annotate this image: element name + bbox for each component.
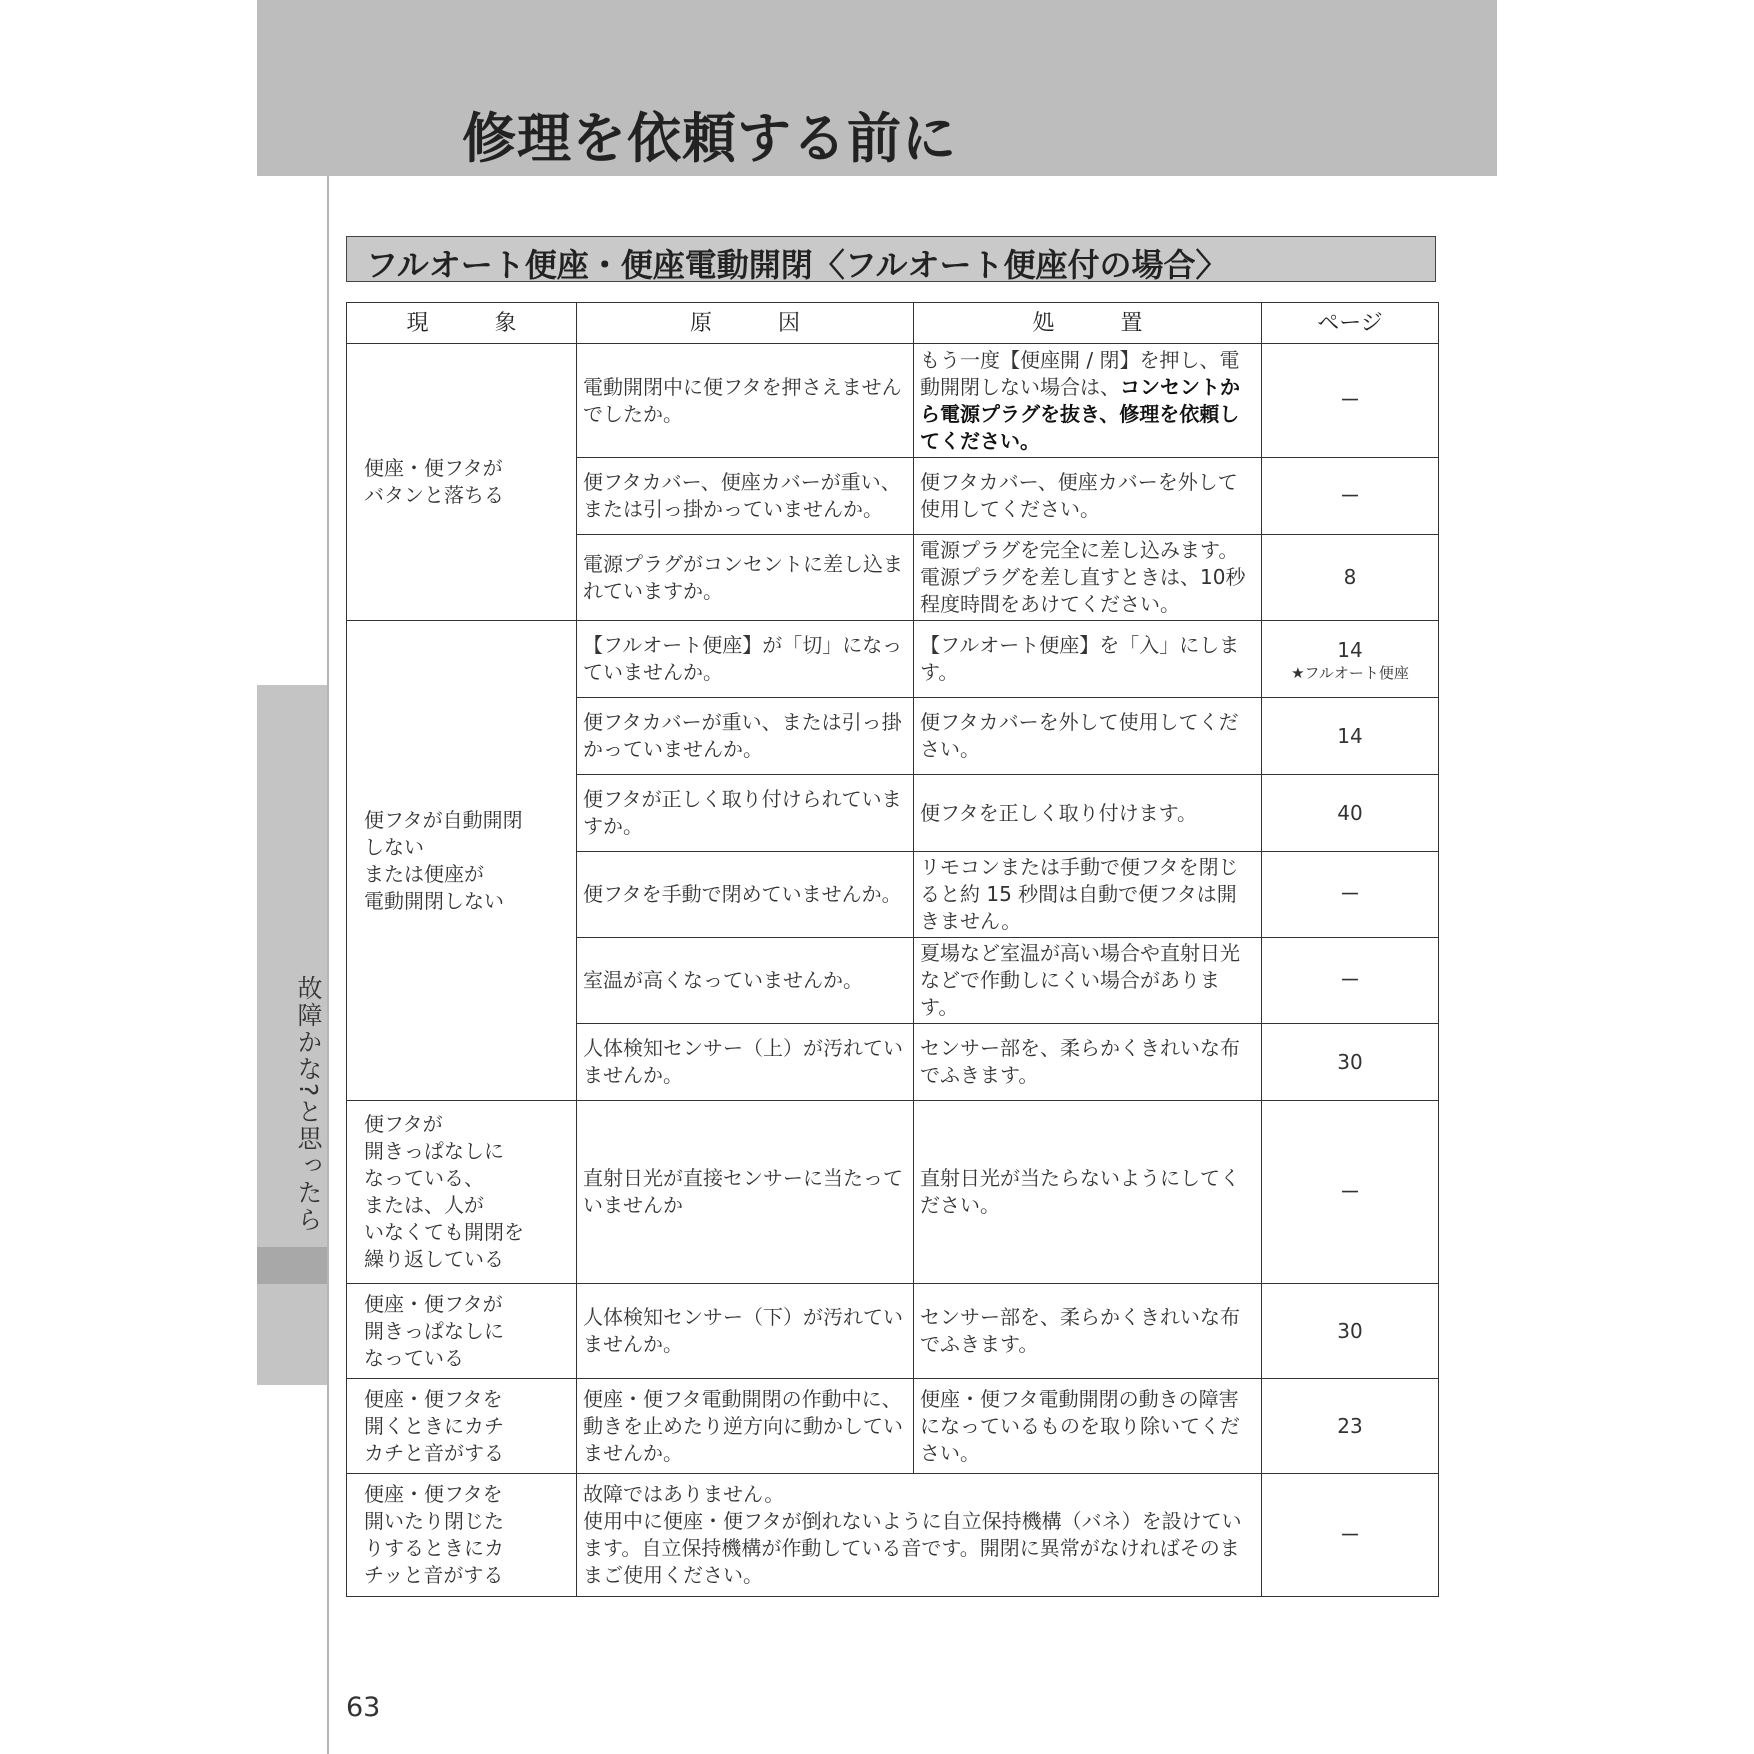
page-number-value: 14 — [1337, 637, 1363, 662]
page-cell: － — [1262, 1474, 1439, 1597]
margin-rule — [327, 176, 329, 1754]
table-row — [347, 621, 1439, 698]
header-phenomenon: 現 象 — [347, 303, 577, 344]
cause-cell: 便フタが正しく取り付けられていますか。 — [577, 775, 914, 852]
cause-cell: 【フルオート便座】が「切」になっていませんか。 — [577, 621, 914, 698]
page-cell: 40 — [1262, 775, 1439, 852]
table-row — [347, 1474, 1439, 1597]
side-tab-marker — [257, 1247, 327, 1284]
remedy-cell: リモコンまたは手動で便フタを閉じると約 15 秒間は自動で便フタは開きません。 — [914, 852, 1262, 938]
cause-cell: 人体検知センサー（上）が汚れていませんか。 — [577, 1024, 914, 1101]
phenomenon-cell: 便フタが自動開閉 しない または便座が 電動開閉しない — [347, 621, 577, 1101]
cause-cell: 電動開閉中に便フタを押さえませんでしたか。 — [577, 344, 914, 458]
header-cause: 原 因 — [577, 303, 914, 344]
cause-cell: 便フタを手動で閉めていませんか。 — [577, 852, 914, 938]
remedy-cell: センサー部を、柔らかくきれいな布でふきます。 — [914, 1284, 1262, 1379]
page-cell: － — [1262, 938, 1439, 1024]
cause-cell: 直射日光が直接センサーに当たっていませんか — [577, 1101, 914, 1284]
cause-cell: 便フタカバー、便座カバーが重い、または引っ掛かっていませんか。 — [577, 458, 914, 535]
page-note: ★フルオート便座 — [1291, 663, 1409, 682]
remedy-cell: センサー部を、柔らかくきれいな布でふきます。 — [914, 1024, 1262, 1101]
page-cell: 14 — [1262, 698, 1439, 775]
page-cell: 23 — [1262, 1379, 1439, 1474]
page-cell: － — [1262, 344, 1439, 458]
cause-cell: 便フタカバーが重い、または引っ掛かっていませんか。 — [577, 698, 914, 775]
remedy-cell: 便フタを正しく取り付けます。 — [914, 775, 1262, 852]
cause-cell: 電源プラグがコンセントに差し込まれていますか。 — [577, 535, 914, 621]
cause-cell: 便座・便フタ電動開閉の作動中に、動きを止めたり逆方向に動かしていませんか。 — [577, 1379, 914, 1474]
table-row — [347, 1101, 1439, 1284]
table-row — [347, 1379, 1439, 1474]
cause-cell: 人体検知センサー（下）が汚れていませんか。 — [577, 1284, 914, 1379]
phenomenon-cell: 便座・便フタが 開きっぱなしに なっている — [347, 1284, 577, 1379]
phenomenon-cell: 便座・便フタを 開くときにカチ カチと音がする — [347, 1379, 577, 1474]
remedy-cell — [914, 344, 1262, 458]
page-cell: － — [1262, 852, 1439, 938]
section-title: フルオート便座・便座電動開閉〈フルオート便座付の場合〉 — [366, 246, 1228, 284]
remedy-cell: 便座・便フタ電動開閉の動きの障害になっているものを取り除いてください。 — [914, 1379, 1262, 1474]
table-header-row — [347, 303, 1439, 344]
page-title: 修理を依頼する前に — [462, 107, 957, 170]
merged-cause-remedy-cell: 故障ではありません。 使用中に便座・便フタが倒れないように自立保持機構（バネ）を設けています。自立保持機構が作動している音です。開閉に異常がなければそのままご使用ください。 — [577, 1474, 1262, 1597]
page-cell: 30 — [1262, 1024, 1439, 1101]
remedy-cell: 【フルオート便座】を「入」にします。 — [914, 621, 1262, 698]
page-cell — [1262, 621, 1439, 698]
phenomenon-cell: 便フタが 開きっぱなしに なっている、 または、人が いなくても開閉を 繰り返している — [347, 1101, 577, 1284]
remedy-emphasis: コンセントから電源プラグを抜き、修理を依頼してください。 — [920, 374, 1240, 453]
remedy-cell: 便フタカバー、便座カバーを外して使用してください。 — [914, 458, 1262, 535]
header-remedy: 処 置 — [914, 303, 1262, 344]
cause-cell: 室温が高くなっていませんか。 — [577, 938, 914, 1024]
remedy-text: もう一度【便座開 / 閉】を押し、電動開閉しない場合は、 — [920, 347, 1240, 399]
remedy-cell: 直射日光が当たらないようにしてください。 — [914, 1101, 1262, 1284]
page-cell: － — [1262, 458, 1439, 535]
page-cell: － — [1262, 1101, 1439, 1284]
page-cell: 30 — [1262, 1284, 1439, 1379]
phenomenon-cell: 便座・便フタを 開いたり閉じた りするときにカ チッと音がする — [347, 1474, 577, 1597]
remedy-cell: 便フタカバーを外して使用してください。 — [914, 698, 1262, 775]
header-page: ページ — [1262, 303, 1439, 344]
page-cell: 8 — [1262, 535, 1439, 621]
phenomenon-cell: 便座・便フタが バタンと落ちる — [347, 344, 577, 621]
remedy-cell: 夏場など室温が高い場合や直射日光などで作動しにくい場合があります。 — [914, 938, 1262, 1024]
page-number: 63 — [346, 1692, 381, 1723]
remedy-cell: 電源プラグを完全に差し込みます。電源プラグを差し直すときは、10秒程度時間をあけてください。 — [914, 535, 1262, 621]
table-row — [347, 344, 1439, 458]
troubleshooting-table — [346, 302, 1439, 1597]
side-tab-label: 故障かな?と思ったら — [294, 975, 323, 1234]
table-row — [347, 1284, 1439, 1379]
